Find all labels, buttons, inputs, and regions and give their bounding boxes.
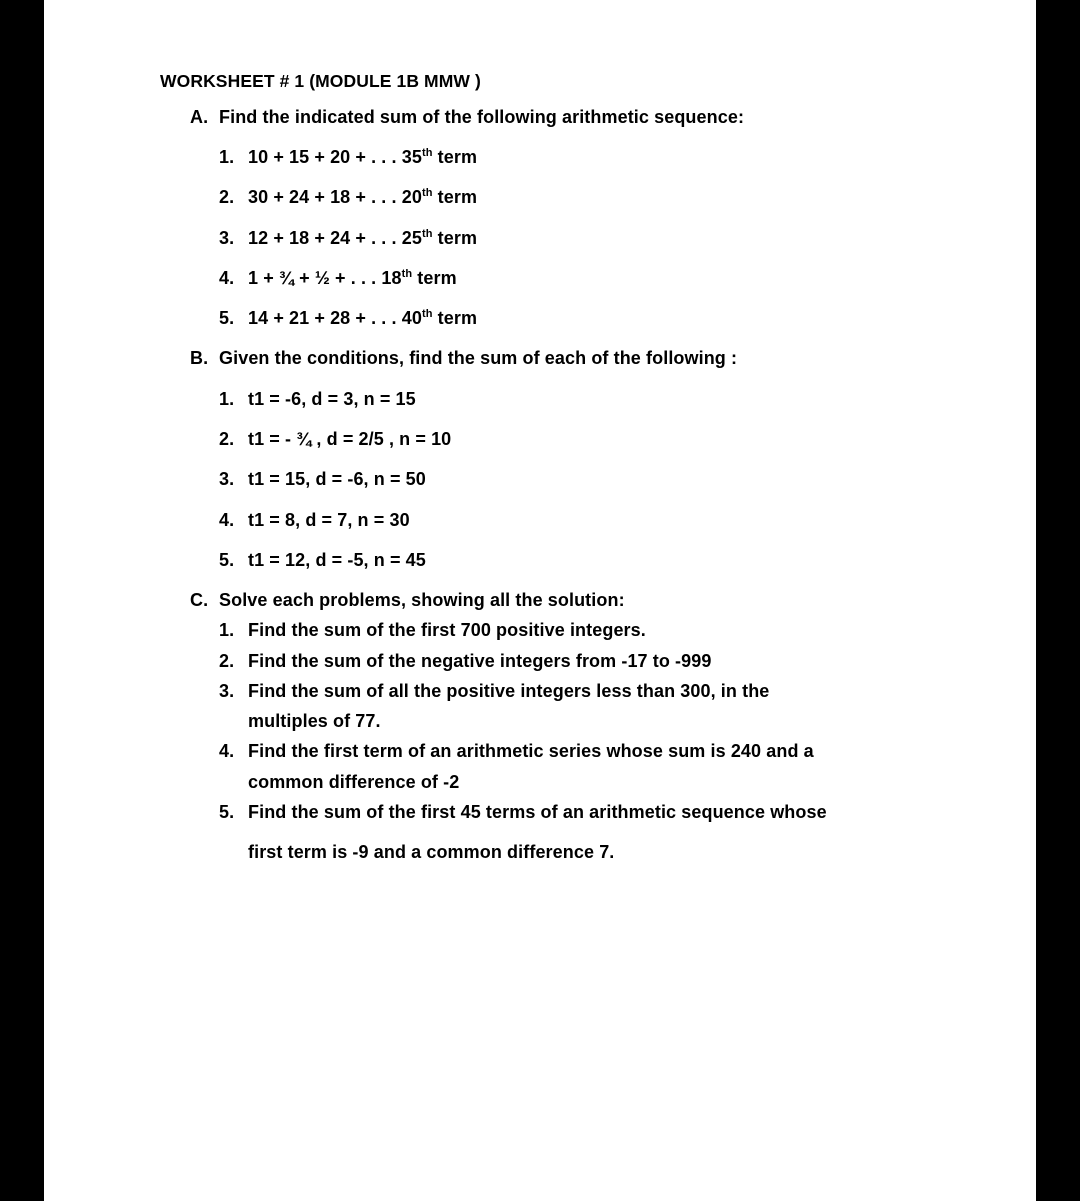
section-a-item: [219, 307, 477, 329]
item-superscript: th: [421, 308, 433, 320]
section-c-item: [219, 619, 646, 641]
section-b-item: [219, 388, 416, 410]
item-number: 3.: [219, 469, 235, 489]
item-suffix: term: [432, 228, 478, 248]
item-number: 1.: [219, 147, 235, 167]
item-number: 4.: [219, 268, 235, 288]
item-text: 10 + 15 + 20 + . . . 35: [248, 147, 422, 167]
item-suffix: term: [432, 147, 478, 167]
item-suffix: term: [432, 187, 478, 207]
section-b-item: [219, 428, 451, 450]
item-text: t1 = 15, d = -6, n = 50: [248, 469, 426, 489]
item-superscript: th: [401, 268, 413, 280]
section-a-item: [219, 186, 477, 208]
section-b-item: [219, 509, 410, 531]
section-b-label: B.: [190, 348, 209, 368]
item-number: 2.: [219, 651, 235, 671]
section-c-item: [219, 740, 814, 762]
section-c-item: [219, 680, 769, 702]
section-c-item: [219, 801, 827, 823]
section-a-label: A.: [190, 107, 209, 127]
item-number: 4.: [219, 741, 235, 761]
item-text: t1 = 12, d = -5, n = 45: [248, 550, 426, 570]
item-number: 5.: [219, 550, 235, 570]
item-text: 12 + 18 + 24 + . . . 25: [248, 228, 422, 248]
item-suffix: term: [432, 308, 478, 328]
worksheet-page: [44, 0, 1036, 1201]
item-continuation: common difference of -2: [248, 772, 460, 792]
section-c-heading: [190, 589, 625, 611]
item-text: 1 + ¾ + ½ + . . . 18: [248, 268, 402, 288]
section-b-item: [219, 549, 426, 571]
item-text: 30 + 24 + 18 + . . . 20: [248, 187, 422, 207]
section-b-text: Given the conditions, find the sum of each of the following :: [219, 348, 738, 368]
item-number: 2.: [219, 187, 235, 207]
section-a-item: [219, 267, 457, 289]
item-text: Find the sum of the first 700 positive integers.: [248, 620, 646, 640]
item-number: 5.: [219, 802, 235, 822]
item-text: 14 + 21 + 28 + . . . 40: [248, 308, 422, 328]
worksheet-title: WORKSHEET # 1 (MODULE 1B MMW ): [160, 71, 481, 91]
section-c-text: Solve each problems, showing all the solution:: [219, 590, 625, 610]
item-text: t1 = 8, d = 7, n = 30: [248, 510, 410, 530]
item-number: 1.: [219, 389, 235, 409]
item-text: Find the sum of the first 45 terms of an arithmetic sequence whose: [248, 802, 827, 822]
item-number: 2.: [219, 429, 235, 449]
item-superscript: th: [421, 147, 433, 159]
item-superscript: th: [421, 187, 433, 199]
section-a-text: Find the indicated sum of the following arithmetic sequence:: [219, 107, 745, 127]
section-a-heading: [190, 106, 744, 128]
section-c-item: [219, 650, 711, 672]
section-a-item: [219, 227, 477, 249]
item-superscript: th: [421, 228, 433, 240]
section-c-label: C.: [190, 590, 209, 610]
item-text: t1 = -6, d = 3, n = 15: [248, 389, 416, 409]
section-b-heading: [190, 347, 737, 369]
item-number: 4.: [219, 510, 235, 530]
item-text: t1 = - ¾ , d = 2/5 , n = 10: [248, 429, 452, 449]
section-b-item: [219, 468, 426, 490]
item-text: Find the sum of all the positive integers less than 300, in the: [248, 681, 770, 701]
item-number: 3.: [219, 681, 235, 701]
item-text: Find the sum of the negative integers from -17 to -999: [248, 651, 712, 671]
item-number: 5.: [219, 308, 235, 328]
item-suffix: term: [412, 268, 457, 288]
item-number: 3.: [219, 228, 235, 248]
item-number: 1.: [219, 620, 235, 640]
section-a-item: [219, 146, 477, 168]
item-continuation: multiples of 77.: [248, 711, 381, 731]
item-text: Find the first term of an arithmetic series whose sum is 240 and a: [248, 741, 814, 761]
item-continuation: first term is -9 and a common difference 7.: [248, 842, 615, 862]
